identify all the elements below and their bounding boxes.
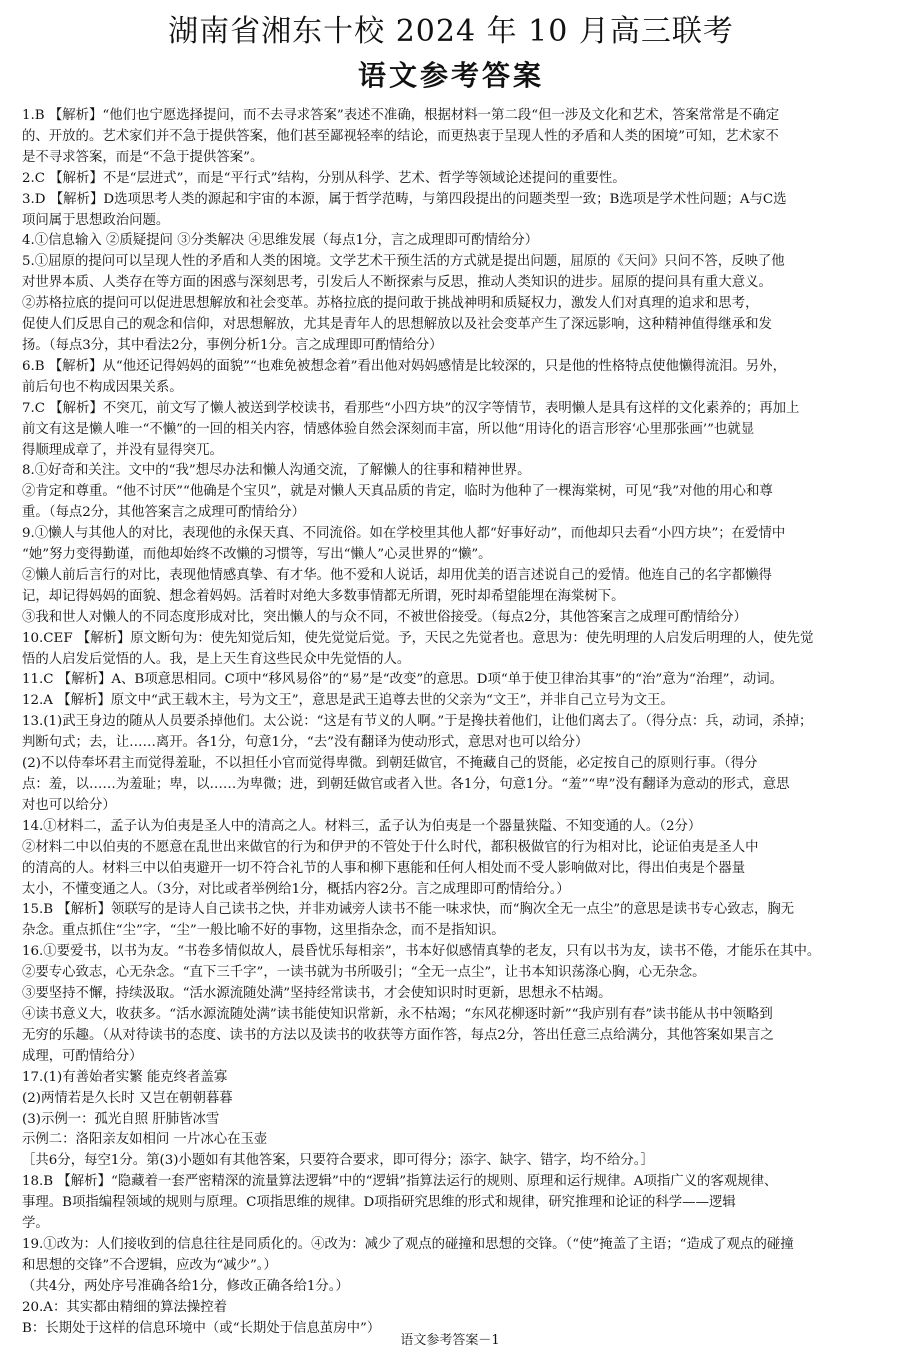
answer-line: 6.B 【解析】从“他还记得妈妈的面貌”“也难免被想念着”看出他对妈妈感情是比较深的，只是他的性格特点使他懒得流泪。另外， <box>22 358 786 374</box>
answer-item <box>22 524 880 629</box>
answer-line: 的清高的人。材料三中以伯夷避开一切不符合礼节的人事和柳下惠能和任何人相处而不受人影响做对比，得出伯夷是个器量 <box>22 860 746 876</box>
answer-line: (3)示例一：孤光自照 肝肺皆冰雪 <box>22 1111 220 1127</box>
answer-line: 事理。B项指编程领域的规则与原理。C项指思维的规律。D项指研究思维的形式和规律，研究推理和论证的科学——逻辑 <box>22 1195 736 1211</box>
answer-item <box>22 106 880 169</box>
answer-item <box>22 670 880 691</box>
answer-item <box>22 691 880 712</box>
answer-item <box>22 942 880 1067</box>
answer-line: “她”努力变得勤谨，而他却始终不改懒的习惯等，写出“懒人”心灵世界的“懒”。 <box>22 547 492 563</box>
document-subtitle: 语文参考答案 <box>357 59 544 92</box>
answer-list <box>22 106 880 1339</box>
answer-line: 16.①要爱书，以书为友。“书卷多情似故人，晨昏忧乐每相亲”，书本好似感情真挚的老友，只有以书为友，读书不倦，才能乐在其中。 <box>22 944 821 960</box>
answer-line: 5.①屈原的提问可以呈现人性的矛盾和人类的困境。文学艺术干预生活的方式就是提出问题，屈原的《天问》只问不答，反映了他 <box>22 254 785 270</box>
answer-line: 太小，不懂变通之人。（3分，对比或者举例给1分，概括内容2分。言之成理即可酌情给分。） <box>22 881 570 897</box>
answer-line: 是不寻求答案，而是“不急于提供答案”。 <box>22 149 264 165</box>
answer-line: 得顺理成章了，并没有显得突兀。 <box>22 442 223 458</box>
answer-line: （共4分，两处序号准确各给1分，修改正确各给1分。） <box>22 1278 349 1294</box>
answer-line: 13.(1)武王身边的随从人员要杀掉他们。太公说：“这是有节义的人啊。”于是搀扶着他们，让他们离去了。（得分点：兵，动词，杀掉； <box>22 714 813 730</box>
answer-item <box>22 712 880 817</box>
answer-item <box>22 252 880 357</box>
answer-line: 7.C 【解析】不突兀，前文写了懒人被送到学校读书，看那些“小四方块”的汉字等情节，表明懒人是具有这样的文化素养的；再加上 <box>22 400 800 416</box>
answer-line: 判断句式；去，让……离开。各1分，句意1分，“去”没有翻译为使动形式，意思对也可以给分） <box>22 735 589 751</box>
answer-item <box>22 190 880 232</box>
answer-line: 扬。（每点3分，其中看法2分，事例分析1分。言之成理即可酌情给分） <box>22 337 443 353</box>
answer-line: ②肯定和尊重。“他不讨厌”“他确是个宝贝”，就是对懒人天真品质的肯定，临时为他种了一棵海棠树，可见“我”对他的用心和尊 <box>22 484 773 500</box>
answer-line: ③我和世人对懒人的不同态度形成对比，突出懒人的与众不同，不被世俗接受。（每点2分，其他答案言之成理可酌情给分） <box>22 609 747 625</box>
answer-item <box>22 231 880 252</box>
answer-line: 17.(1)有善始者实繁 能克终者盖寡 <box>22 1069 228 1085</box>
page-footer: 语文参考答案－1 <box>400 1333 500 1348</box>
answer-line: 20.A：其实都由精细的算法操控着 <box>22 1299 228 1315</box>
answer-line: 前后句也不构成因果关系。 <box>22 379 183 395</box>
answer-item <box>22 461 880 524</box>
answer-line: 15.B 【解析】领联写的是诗人自己读书之快，并非劝诫旁人读书不能一味求快，而“胸次全无一点尘”的意思是读书专心致志，胸无 <box>22 902 795 918</box>
answer-item <box>22 399 880 462</box>
answer-line: ［共6分，每空1分。第(3)小题如有其他答案，只要符合要求，即可得分；添字、缺字、错字，均不给分。］ <box>22 1153 654 1169</box>
answer-line: (2)不以侍奉坏君主而觉得羞耻，不以担任小官而觉得卑微。到朝廷做官，不掩藏自己的贤能，必定按自己的原则行事。（得分 <box>22 756 758 772</box>
exam-title: 湖南省湘东十校 2024 年 10 月高三联考 <box>168 14 734 49</box>
answer-line: 19.①改为：人们接收到的信息往往是同质化的。④改为：减少了观点的碰撞和思想的交锋。（“使”掩盖了主语；“造成了观点的碰撞 <box>22 1236 794 1252</box>
answer-item <box>22 817 880 901</box>
answer-line: 学。 <box>22 1216 49 1232</box>
answer-line: 1.B 【解析】“他们也宁愿选择提问，而不去寻求答案”表述不准确，根据材料一第二段“但一涉及文化和艺术，答案常常是不确定 <box>22 108 780 123</box>
answer-line: 18.B 【解析】“隐藏着一套严密精深的流量算法逻辑”中的“逻辑”指算法运行的规则、原理和运行规律。A项指广义的客观规律、 <box>22 1174 778 1190</box>
answer-item <box>22 1068 880 1173</box>
answer-item <box>22 169 880 190</box>
answer-line: ②苏格拉底的提问可以促进思想解放和社会变革。苏格拉底的提问敢于挑战神明和质疑权力，激发人们对真理的追求和思考， <box>22 296 759 312</box>
answer-line: 4.①信息输入 ②质疑提问 ③分类解决 ④思维发展（每点1分，言之成理即可酌情给分） <box>22 233 539 249</box>
answer-line: 8.①好奇和关注。文中的“我”想尽办法和懒人沟通交流，了解懒人的往事和精神世界。 <box>22 463 531 479</box>
answer-item <box>22 1235 880 1298</box>
answer-line: 促使人们反思自己的观念和信仰，对思想解放，尤其是青年人的思想解放以及社会变革产生了深远影响，这种精神值得继承和发 <box>22 317 772 333</box>
answer-line: 3.D 【解析】D选项思考人类的源起和宇宙的本源，属于哲学范畴，与第四段提出的问题类型一致；B选项是学术性问题；A与C选 <box>22 191 787 207</box>
answer-line: 9.①懒人与其他人的对比，表现他的永保天真、不同流俗。如在学校里其他人都“好事好动”，而他却只去看“小四方块”；在爱情中 <box>22 526 786 542</box>
answer-line: 无穷的乐趣。（从对待读书的态度、读书的方法以及读书的收获等方面作答，每点2分，答出任意三点给满分，其他答案如果言之 <box>22 1027 774 1043</box>
answer-line: ②材料二中以伯夷的不愿意在乱世出来做官的行为和伊尹的不管处于什么时代，都积极做官的行为相对比，论证伯夷是圣人中 <box>22 839 759 855</box>
answer-line: 和思想的交锋”不合逻辑，应改为“减少”。） <box>22 1257 277 1273</box>
answer-line: ④读书意义大，收获多。“活水源流随处满”读书能使知识常新，永不枯竭；“东风花柳逐时新”“我庐别有春”读书能从书中领略到 <box>22 1006 773 1022</box>
answer-line: 前文有这是懒人唯一“不懒”的一回的相关内容，情感体验自然会深刻而丰富，所以他“用诗化的语言形容‘心里那张画’”也就显 <box>22 421 755 437</box>
answer-line: B：长期处于这样的信息环境中（或“长期处于信息茧房中”） <box>22 1320 381 1336</box>
answer-item <box>22 1172 880 1235</box>
answer-line: 2.C 【解析】不是“层进式”，而是“平行式”结构，分别从科学、艺术、哲学等领域论述提问的重要性。 <box>22 170 626 186</box>
answer-line: 项问属于思想政治问题。 <box>22 212 170 228</box>
answer-line: 10.CEF 【解析】原文断句为：使先知觉后知，使先觉觉后觉。予，天民之先觉者也。意思为：使先明理的人启发后明理的人，使先觉 <box>22 630 814 646</box>
answer-line: 杂念。重点抓住“尘”字，“尘”一般比喻不好的事物，这里指杂念，而不是指知识。 <box>22 923 505 939</box>
answer-line: 成理，可酌情给分） <box>22 1048 143 1064</box>
answer-line: 悟的人启发后觉悟的人。我，是上天生育这些民众中先觉悟的人。 <box>22 651 411 667</box>
answer-line: 的、开放的。艺术家们并不急于提供答案，他们甚至鄙视轻率的结论，而更热衷于呈现人性的矛盾和人类的困境”可知，艺术家不 <box>22 128 779 144</box>
answer-line: ②要专心致志，心无杂念。“直下三千字”，一读书就为书所吸引；“全无一点尘”，让书本知识荡涤心胸，心无杂念。 <box>22 965 706 981</box>
answer-item <box>22 629 880 671</box>
answer-line: 对世界本质、人类存在等方面的困惑与深刻思考，引发后人不断探索与反思，推动人类知识的进步。屈原的提问具有重大意义。 <box>22 275 772 291</box>
answer-item <box>22 900 880 942</box>
answer-line: 12.A 【解析】原文中“武王载木主，号为文王”，意思是武王追尊去世的父亲为“文王”，并非自己立号为文王。 <box>22 693 674 709</box>
answer-line: 11.C 【解析】A、B项意思相同。C项中“移风易俗”的“易”是“改变”的意思。D项“单于使卫律治其事”的“治”意为“治理”，动词。 <box>22 672 784 688</box>
answer-line: 重。（每点2分，其他答案言之成理可酌情给分） <box>22 505 306 521</box>
answer-line: 14.①材料二，孟子认为伯夷是圣人中的清高之人。材料三，孟子认为伯夷是一个器量狭隘、不知变通的人。（2分） <box>22 818 702 834</box>
answer-line: 对也可以给分） <box>22 797 116 813</box>
answer-line: ②懒人前后言行的对比，表现他情感真挚、有才华。他不爱和人说话，却用优美的语言述说自己的爱情。他连自己的名字都懒得 <box>22 567 772 583</box>
answer-line: (2)两情若是久长时 又岂在朝朝暮暮 <box>22 1090 233 1106</box>
answer-line: 记，却记得妈妈的面貌、想念着妈妈。活着时对绝大多数事情都无所谓，死时却希望能埋在海棠树下。 <box>22 588 625 604</box>
answer-line: ③要坚持不懈，持续汲取。“活水源流随处满”坚持经常读书，才会使知识时时更新，思想永不枯竭。 <box>22 986 612 1002</box>
answer-item <box>22 357 880 399</box>
answer-line: 示例二：洛阳亲友如相问 一片冰心在玉壶 <box>22 1132 268 1148</box>
answer-line: 点：羞，以……为羞耻；卑，以……为卑微；进，到朝廷做官或者入世。各1分，句意1分。“羞”“卑”没有翻译为意动的形式，意思 <box>22 777 790 792</box>
